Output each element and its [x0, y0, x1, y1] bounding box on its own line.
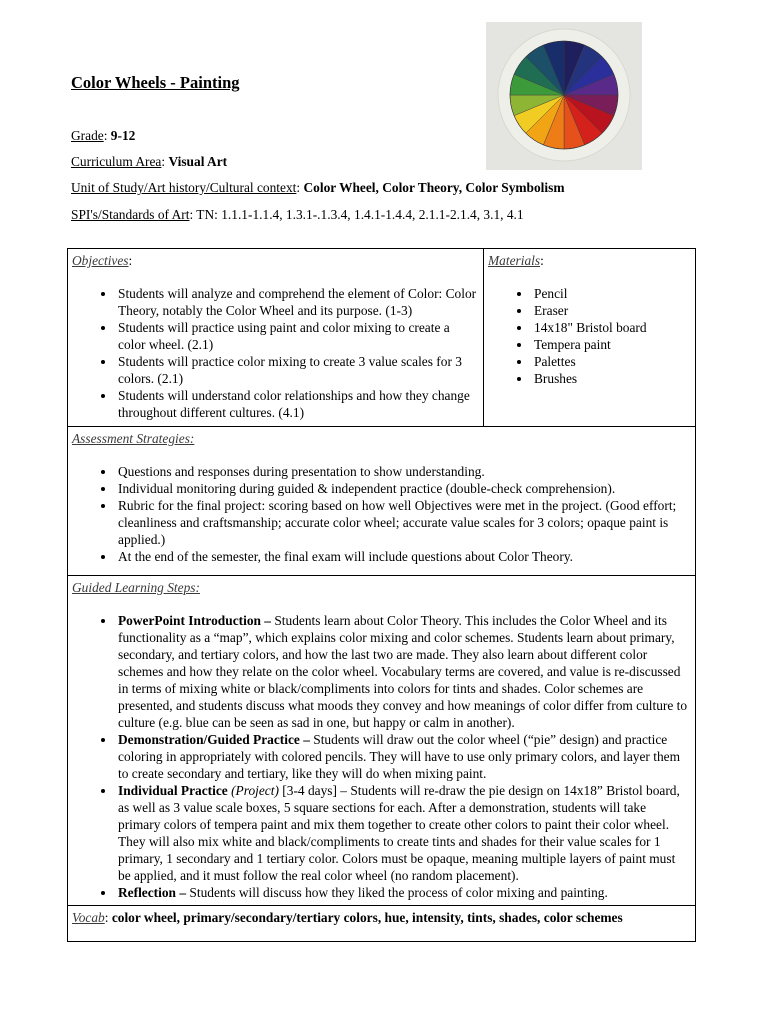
list-item: • Individual monitoring during guided & independent practice (double-check comprehension).: [116, 480, 691, 497]
color-wheel-photo: [486, 22, 642, 170]
materials-label: Materials: [488, 253, 541, 268]
step-text: Students will draw out the color wheel (“pie” design) and practice coloring in appropriately with colored pencils. They will have to use only primary colors, and layer them to create secondary and tertiary, like they will do when mixing paint.: [118, 732, 681, 781]
grade-line: Grade: 9-12: [71, 128, 136, 143]
list-item: [116, 884, 691, 901]
guided-row: [68, 576, 696, 906]
standards-value: TN: 1.1.1-1.1.4, 1.3.1-.1.3.4, 1.4.1-1.4.4, 2.1.1-2.1.4, 3.1, 4.1: [196, 207, 524, 222]
list-item: • 14x18" Bristol board: [532, 319, 691, 336]
guided-cell: [68, 576, 696, 906]
step-text: Students learn about Color Theory. This includes the Color Wheel and its functionality as a “map”, which explains color mixing and color schemes. Students learn about primary, secondary, and tertiary colors, and how the last two are made. They also learn about different color schemes and how they relate on the color wheel. Vocabulary terms are covered, and value is re-discussed in terms of mixing white or black/compliments into colors for tints and shades. Color schemes are presented, and students discuss what moods they convey and how meanings of color differ from culture to culture (e.g. blue can be seen as sad in one, but happy or calm in another).: [118, 613, 688, 730]
standards-line: SPI's/Standards of Art: TN: 1.1.1-1.1.4, 1.3.1-.1.3.4, 1.4.1-1.4.4, 2.1.1-2.1.4, 3.1, 4.1: [71, 207, 524, 222]
assessment-row: [68, 427, 696, 576]
objectives-row: [68, 249, 696, 427]
list-item: • At the end of the semester, the final exam will include questions about Color Theory.: [116, 548, 691, 565]
vocab-value: color wheel, primary/secondary/tertiary colors, hue, intensity, tints, shades, color schemes: [111, 910, 623, 925]
list-item: • Students will practice using paint and color mixing to create a color wheel. (2.1): [116, 319, 479, 353]
unit-line: Unit of Study/Art history/Cultural context: Color Wheel, Color Theory, Color Symbolism: [71, 180, 565, 195]
objectives-list: [72, 285, 479, 421]
step-heading: Reflection –: [118, 885, 187, 900]
color-wheel-image: [486, 22, 642, 170]
step-subheading: (Project): [231, 783, 279, 798]
list-item: [116, 612, 691, 731]
assessment-cell: [68, 427, 696, 576]
list-item: • Rubric for the final project: scoring based on how well Objectives were met in the project. (Good effort; cleanliness and craftsmanship; accurate color wheel; accurate value scales for 3 colors; opaque paint is applied.): [116, 497, 691, 548]
step-text: [3-4 days] – Students will re-draw the pie design on 14x18” Bristol board, as well as 3 value scale boxes, 5 square sections for each. After a demonstration, students will take primary colors of tempera paint and mix them together to create other colors to paint their color wheel. They will also mix white and black/compliments to create tints and shades for their value scales for 1 primary, 1 secondary and 1 tertiary color. Colors must be opaque, meaning multiple layers of paint must be applied, and it must follow the real color wheel (no random placement).: [118, 783, 680, 883]
materials-list: [488, 285, 691, 387]
step-heading: Individual Practice: [118, 783, 228, 798]
materials-cell: Materials: • Pencil • Eraser • 14x18" Bristol board • Tempera paint • Palettes • Brushes: [484, 249, 696, 427]
list-item: • Students will understand color relationships and how they change throughout different cultures. (4.1): [116, 387, 479, 421]
page-title: Color Wheels - Painting: [71, 73, 240, 92]
assessment-list: [72, 463, 691, 565]
list-item: [116, 782, 691, 884]
grade-label: Grade: [71, 128, 104, 143]
list-item: • Students will analyze and comprehend the element of Color: Color Theory, notably the Color Wheel and its purpose. (1-3): [116, 285, 479, 319]
step-heading: Demonstration/Guided Practice –: [118, 732, 310, 747]
guided-label: Guided Learning Steps:: [72, 580, 200, 595]
curriculum-line: Curriculum Area: Visual Art: [71, 154, 228, 169]
list-item: • Eraser: [532, 302, 691, 319]
step-heading: PowerPoint Introduction –: [118, 613, 271, 628]
curriculum-label: Curriculum Area: [71, 154, 162, 169]
lesson-plan-table: [67, 248, 696, 942]
unit-label: Unit of Study/Art history/Cultural context: [71, 180, 297, 195]
unit-value: Color Wheel, Color Theory, Color Symbolism: [303, 180, 565, 195]
list-item: • Palettes: [532, 353, 691, 370]
step-text: Students will discuss how they liked the process of color mixing and painting.: [189, 885, 608, 900]
grade-value: 9-12: [110, 128, 136, 143]
curriculum-value: Visual Art: [168, 154, 228, 169]
standards-label: SPI's/Standards of Art: [71, 207, 190, 222]
objectives-cell: Objectives: • Students will analyze and comprehend the element of Color: Color Theory, notably the Color Wheel and its purpose. (1-3) • Students will practice using paint and color mixing to create a color wheel. (2.1) • Students will practice color mixing to create 3 value scales for 3 colors. (2.1) • Students will understand color relationships and how they change throughout different cultures. (4.1): [68, 249, 484, 427]
vocab-label: Vocab: [72, 910, 105, 925]
list-item: • Brushes: [532, 370, 691, 387]
guided-list: [72, 612, 691, 901]
vocab-row: [68, 906, 696, 942]
list-item: • Questions and responses during presentation to show understanding.: [116, 463, 691, 480]
objectives-label: Objectives: [72, 253, 129, 268]
list-item: • Students will practice color mixing to create 3 value scales for 3 colors. (2.1): [116, 353, 479, 387]
list-item: [116, 731, 691, 782]
assessment-label: Assessment Strategies:: [72, 431, 195, 446]
vocab-cell: Vocab: color wheel, primary/secondary/tertiary colors, hue, intensity, tints, shades, color schemes: [68, 906, 696, 942]
list-item: • Tempera paint: [532, 336, 691, 353]
list-item: • Pencil: [532, 285, 691, 302]
